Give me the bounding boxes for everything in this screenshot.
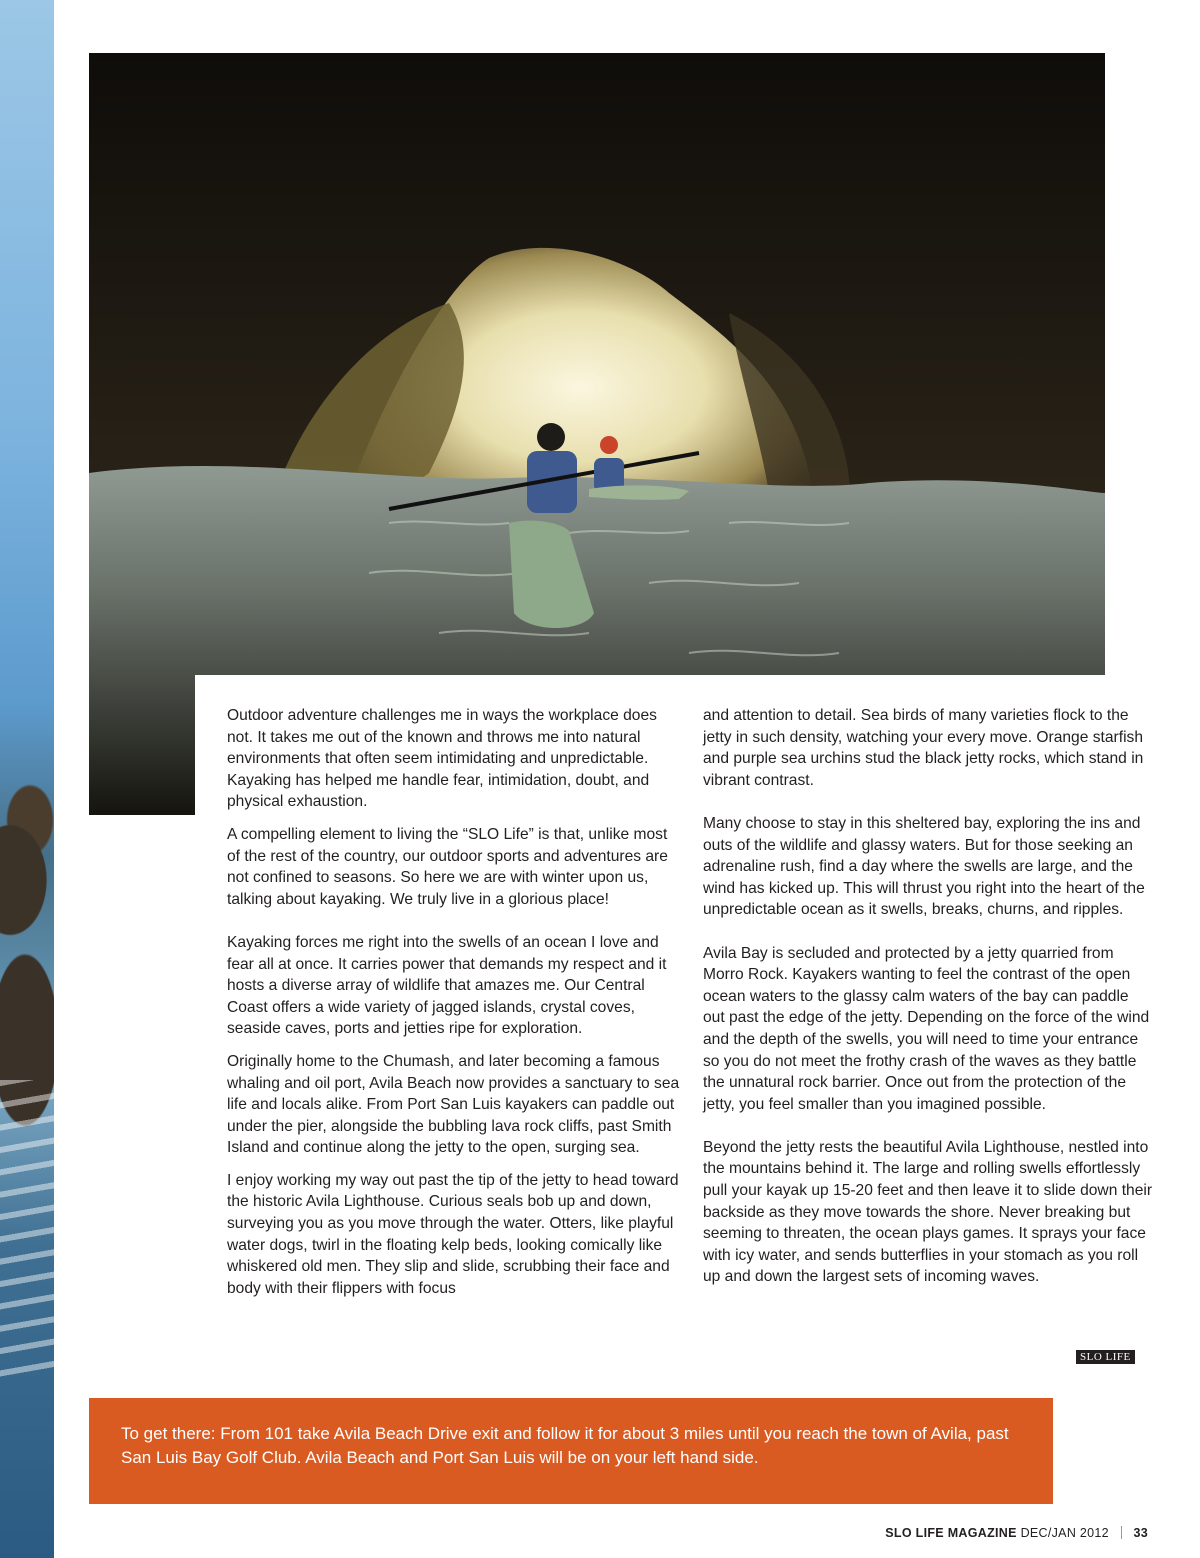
- page-number: 33: [1133, 1526, 1148, 1540]
- article-right-column: [703, 705, 1153, 1310]
- paragraph: A compelling element to living the “SLO Life” is that, unlike most of the rest of the country, our outdoor sports and adventures are not confined to seasons. So here we are with winter upon us, talking about kayaking. We truly live in a glorious place!: [227, 825, 668, 908]
- paragraph: Originally home to the Chumash, and later becoming a famous whaling and oil port, Avila Beach now provides a sanctuary to sea life and locals alike. From Port San Luis kayakers can paddle out under the pier, alongside the bubbling lava rock cliffs, past Smith Island and continue along the jetty to the open, surging sea.: [227, 1052, 680, 1157]
- paragraph: I enjoy working my way out past the tip of the jetty to head toward the historic Avila Lighthouse. Curious seals bob up and down, surveying you as you move through the water. Otters, like playful water dogs, twirl in the floating kelp beds, looking comically like whiskered old men. They slip and slide, scrubbing their face and body with their flippers with focus: [227, 1171, 679, 1297]
- paragraph: Beyond the jetty rests the beautiful Avila Lighthouse, nestled into the mountains behind it. The large and rolling swells effortlessly pull your kayak up 15-20 feet and then leave it to slide down their backside as they move towards the shore. Never breaking but seeming to threaten, the ocean plays games. It sprays your face with icy water, and sends butterflies in your stomach as you roll up and down the largest sets of incoming waves.: [703, 1138, 1153, 1286]
- page-footer: [885, 1526, 1148, 1540]
- paragraph: Outdoor adventure challenges me in ways the workplace does not. It takes me out of the known and throws me into natural environments that often seem intimidating and unpredictable. Kayaking has helped me handle fear, intimidation, doubt, and physical exhaustion.: [227, 707, 657, 811]
- paragraph: and attention to detail. Sea birds of many varieties flock to the jetty in such density, watching your every move. Orange starfish and purple sea urchins stud the black jetty rocks, which stand in vibrant contrast.: [703, 707, 1144, 789]
- article-left-column: [227, 705, 682, 1321]
- coastal-photo-edge: [0, 0, 54, 1558]
- issue-date: DEC/JAN 2012: [1020, 1526, 1109, 1540]
- paragraph: Avila Bay is secluded and protected by a jetty quarried from Morro Rock. Kayakers wanting to feel the contrast of the open ocean waters to the glassy calm waters of the bay can paddle out past the edge of the jetty. Depending on the force of the wind and the depth of the swells, you will need to time your entrance so you do not meet the frothy crash of the waves as they battle the unnatural rock barrier. Once out from the protection of the jetty, you feel smaller than you imagined possible.: [703, 944, 1150, 1113]
- paragraph: Kayaking forces me right into the swells of an ocean I love and fear all at once. It carries power that demands my respect and it hosts a diverse array of wildlife that amazes me. Our Central Coast offers a wide variety of jagged islands, crystal coves, seaside caves, ports and jetties ripe for exploration.: [227, 933, 667, 1038]
- directions-box: To get there: From 101 take Avila Beach Drive exit and follow it for about 3 miles until you reach the town of Avila, past San Luis Bay Golf Club. Avila Beach and Port San Luis will be on your left hand side.: [89, 1398, 1053, 1504]
- article-panel: [195, 675, 1153, 1375]
- footer-divider: [1121, 1526, 1122, 1539]
- end-of-article-badge: SLO LIFE: [1076, 1350, 1135, 1364]
- paragraph: Many choose to stay in this sheltered bay, exploring the ins and outs of the wildlife and glassy waters. But for those seeking an adrenaline rush, find a day where the swells are large, and the wind has kicked up. This will thrust you right into the heart of the unpredictable ocean as it swells, breaks, churns, and ripples.: [703, 814, 1145, 919]
- magazine-name: SLO LIFE MAGAZINE: [885, 1526, 1017, 1540]
